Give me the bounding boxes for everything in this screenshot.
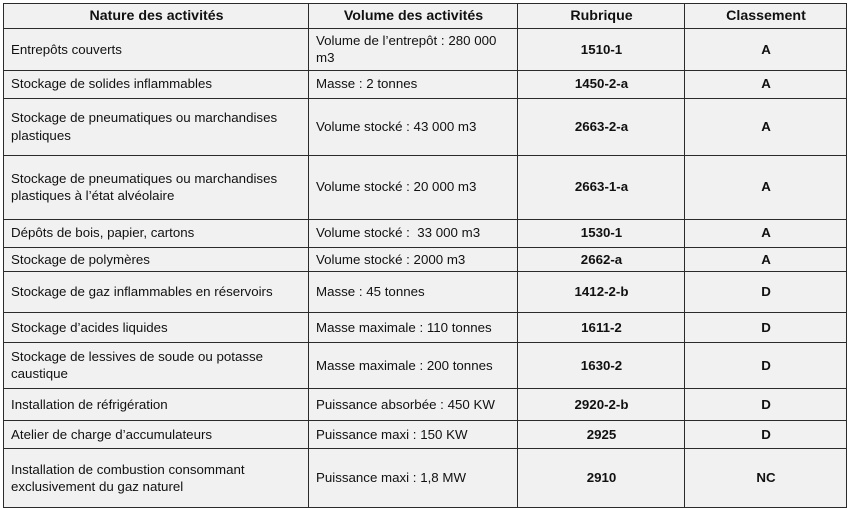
cell-rubrique: 2925 xyxy=(518,420,685,448)
cell-rubrique: 1630-2 xyxy=(518,342,685,388)
cell-rubrique: 1412-2-b xyxy=(518,271,685,312)
cell-volume: Puissance maxi : 1,8 MW xyxy=(309,448,518,507)
table-row xyxy=(4,247,847,271)
table-header xyxy=(4,4,847,29)
cell-volume: Volume stocké : 33 000 m3 xyxy=(309,219,518,247)
cell-nature: Stockage de solides inflammables xyxy=(4,70,309,98)
cell-volume: Volume de l’entrepôt : 280 000 m3 xyxy=(309,29,518,71)
activities-table-container xyxy=(3,3,846,508)
cell-rubrique: 2663-2-a xyxy=(518,98,685,155)
cell-nature: Stockage de pneumatiques ou marchandises plastiques xyxy=(4,98,309,155)
table-row xyxy=(4,271,847,312)
cell-nature: Stockage d’acides liquides xyxy=(4,312,309,342)
table-row xyxy=(4,219,847,247)
cell-classement: A xyxy=(685,155,847,219)
cell-rubrique: 2662-a xyxy=(518,247,685,271)
cell-nature: Entrepôts couverts xyxy=(4,29,309,71)
cell-volume: Volume stocké : 20 000 m3 xyxy=(309,155,518,219)
cell-classement: NC xyxy=(685,448,847,507)
cell-volume: Volume stocké : 2000 m3 xyxy=(309,247,518,271)
cell-classement: A xyxy=(685,219,847,247)
cell-volume: Puissance maxi : 150 KW xyxy=(309,420,518,448)
cell-classement: A xyxy=(685,247,847,271)
cell-nature: Stockage de pneumatiques ou marchandises plastiques à l’état alvéolaire xyxy=(4,155,309,219)
cell-volume: Puissance absorbée : 450 KW xyxy=(309,388,518,420)
cell-rubrique: 2910 xyxy=(518,448,685,507)
cell-volume: Masse : 45 tonnes xyxy=(309,271,518,312)
cell-classement: D xyxy=(685,271,847,312)
table-row xyxy=(4,155,847,219)
table-row xyxy=(4,342,847,388)
table-row xyxy=(4,420,847,448)
cell-classement: D xyxy=(685,342,847,388)
cell-nature: Stockage de polymères xyxy=(4,247,309,271)
cell-volume: Volume stocké : 43 000 m3 xyxy=(309,98,518,155)
cell-classement: D xyxy=(685,388,847,420)
activities-table xyxy=(3,3,847,508)
cell-volume: Masse maximale : 110 tonnes xyxy=(309,312,518,342)
cell-classement: D xyxy=(685,420,847,448)
cell-classement: A xyxy=(685,70,847,98)
cell-rubrique: 1530-1 xyxy=(518,219,685,247)
cell-nature: Stockage de lessives de soude ou potasse caustique xyxy=(4,342,309,388)
table-row xyxy=(4,388,847,420)
table-body xyxy=(4,29,847,508)
table-row xyxy=(4,70,847,98)
table-row xyxy=(4,448,847,507)
cell-classement: A xyxy=(685,29,847,71)
cell-rubrique: 1510-1 xyxy=(518,29,685,71)
cell-nature: Dépôts de bois, papier, cartons xyxy=(4,219,309,247)
column-header-volume: Volume des activités xyxy=(309,4,518,29)
cell-classement: D xyxy=(685,312,847,342)
cell-rubrique: 1611-2 xyxy=(518,312,685,342)
table-header-row xyxy=(4,4,847,29)
column-header-nature: Nature des activités xyxy=(4,4,309,29)
cell-volume: Masse : 2 tonnes xyxy=(309,70,518,98)
cell-rubrique: 2920-2-b xyxy=(518,388,685,420)
cell-rubrique: 2663-1-a xyxy=(518,155,685,219)
cell-rubrique: 1450-2-a xyxy=(518,70,685,98)
table-row xyxy=(4,98,847,155)
table-row xyxy=(4,29,847,71)
cell-nature: Stockage de gaz inflammables en réservoirs xyxy=(4,271,309,312)
column-header-rubrique: Rubrique xyxy=(518,4,685,29)
cell-classement: A xyxy=(685,98,847,155)
table-row xyxy=(4,312,847,342)
cell-nature: Atelier de charge d’accumulateurs xyxy=(4,420,309,448)
cell-nature: Installation de combustion consommant exclusivement du gaz naturel xyxy=(4,448,309,507)
cell-volume: Masse maximale : 200 tonnes xyxy=(309,342,518,388)
column-header-classement: Classement xyxy=(685,4,847,29)
cell-nature: Installation de réfrigération xyxy=(4,388,309,420)
